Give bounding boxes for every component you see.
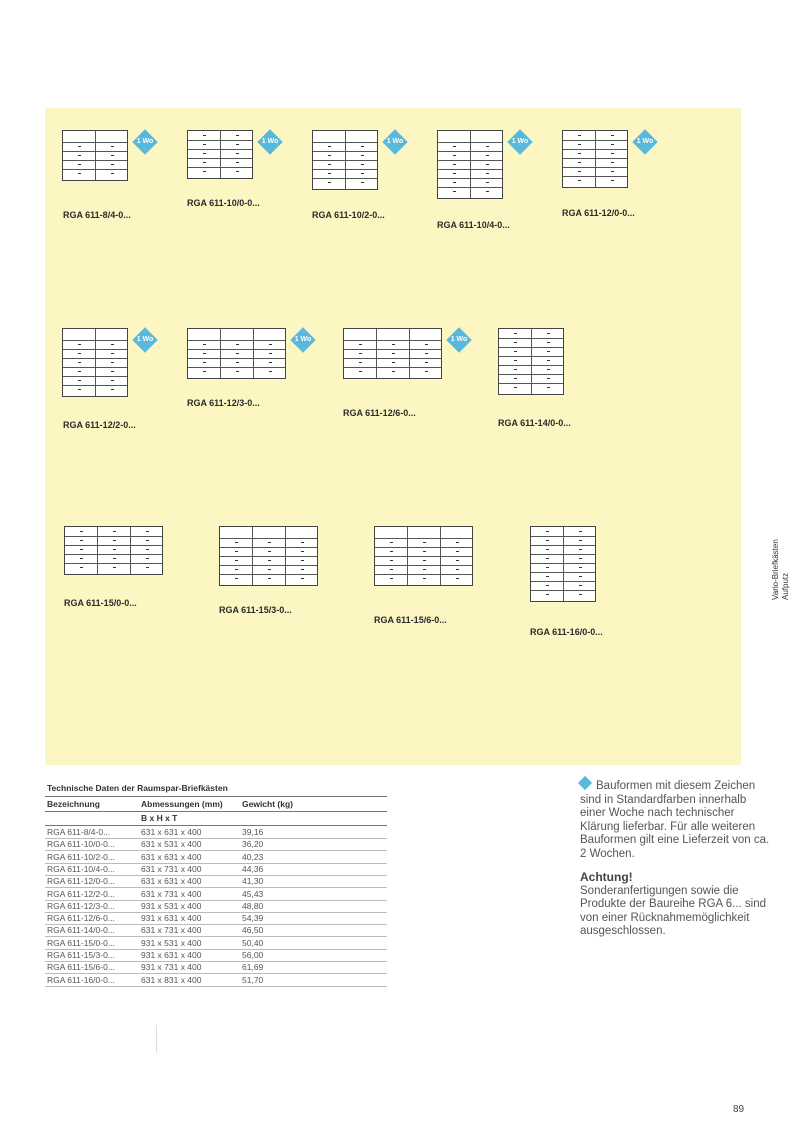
table-cell-weight: 39,16 (242, 827, 264, 837)
mailbox-drawing (64, 526, 163, 575)
delivery-badge-text: 1 Wo (450, 336, 468, 343)
product-label: RGA 611-15/3-0... (219, 605, 292, 615)
table-cell-name: RGA 611-10/2-0... (47, 851, 115, 862)
table-cell-name: RGA 611-15/0-0... (47, 937, 115, 948)
table-cell-name: RGA 611-15/3-0... (47, 950, 115, 960)
product-label: RGA 611-12/0-0... (562, 208, 635, 218)
notes (580, 778, 770, 949)
delivery-badge-text: 1 Wo (136, 138, 154, 145)
product-label: RGA 611-12/2-0... (63, 420, 136, 430)
table-cell-weight: 48,80 (242, 900, 264, 911)
table-header-name: Bezeichnung (47, 799, 100, 809)
table-cell-name: RGA 611-15/6-0... (47, 962, 115, 973)
table-cell-dimensions: 631 x 531 x 400 (141, 839, 202, 850)
table-cell-weight: 61,69 (242, 962, 264, 973)
divider (156, 1025, 157, 1053)
table-cell-weight: 51,70 (242, 974, 264, 985)
product-label: RGA 611-10/0-0... (187, 198, 260, 208)
table-subheader: B x H x T (141, 813, 178, 823)
product-label: RGA 611-15/6-0... (374, 615, 447, 625)
table-cell-name: RGA 611-16/0-0... (47, 974, 115, 985)
product-label: RGA 611-16/0-0... (530, 627, 603, 637)
table-cell-name: RGA 611-12/3-0... (47, 900, 115, 911)
product-label: RGA 611-8/4-0... (63, 210, 131, 220)
table-cell-weight: 56,00 (242, 950, 264, 960)
product-label: RGA 611-12/6-0... (343, 408, 416, 418)
product-panel (45, 108, 741, 765)
table-cell-name: RGA 611-14/0-0... (47, 925, 115, 936)
delivery-badge-text: 1 Wo (636, 138, 654, 145)
table-cell-dimensions: 631 x 631 x 400 (141, 827, 202, 837)
side-label-line1: Vario-Briefkästen (771, 539, 780, 600)
table-cell-weight: 44,36 (242, 863, 264, 874)
notes-heading: Achtung! (580, 870, 633, 884)
table-cell-name: RGA 611-8/4-0... (47, 827, 111, 837)
product-label: RGA 611-12/3-0... (187, 398, 260, 408)
delivery-badge-text: 1 Wo (294, 336, 312, 343)
mailbox-drawing (562, 130, 628, 188)
table-cell-weight: 36,20 (242, 839, 264, 850)
mailbox-drawing (62, 328, 128, 397)
mailbox-drawing (498, 328, 564, 395)
mailbox-drawing (187, 328, 286, 379)
mailbox-drawing (374, 526, 473, 586)
delivery-badge-text: 1 Wo (261, 138, 279, 145)
table-header-dimensions: Abmessungen (mm) (141, 799, 223, 809)
notes-paragraph-2: Sonderanfertigungen sowie die Produkte der Baureihe RGA 6... sind von einer Rücknahmemöglichkeit ausgeschlossen. (580, 884, 767, 937)
mailbox-drawing (219, 526, 318, 586)
table-cell-name: RGA 611-12/6-0... (47, 913, 115, 924)
table-cell-dimensions: 631 x 731 x 400 (141, 888, 202, 899)
notes-paragraph-1: Bauformen mit diesem Zeichen sind in Standardfarben innerhalb einer Woche nach technischer Klärung lieferbar. Für alle weiteren Bauformen gilt eine Lieferzeit von ca. 2 Wochen. (580, 778, 770, 861)
table-cell-dimensions: 931 x 631 x 400 (141, 913, 202, 924)
table-header-weight: Gewicht (kg) (242, 799, 294, 809)
page-number: 89 (733, 1104, 745, 1115)
table-cell-dimensions: 931 x 531 x 400 (141, 900, 202, 911)
table-cell-weight: 46,50 (242, 925, 264, 936)
table-cell-dimensions: 931 x 731 x 400 (141, 962, 202, 973)
delivery-badge-text: 1 Wo (511, 138, 529, 145)
mailbox-drawing (187, 130, 253, 179)
mailbox-drawing (62, 130, 128, 181)
delivery-badge-text: 1 Wo (386, 138, 404, 145)
mailbox-drawing (312, 130, 378, 190)
table-cell-name: RGA 611-12/0-0... (47, 876, 115, 887)
table-title: Technische Daten der Raumspar-Briefkästen (47, 783, 228, 793)
side-label (771, 539, 791, 600)
product-label: RGA 611-10/2-0... (312, 210, 385, 220)
delivery-badge-icon (578, 776, 592, 790)
table-cell-dimensions: 631 x 731 x 400 (141, 925, 202, 936)
product-label: RGA 611-10/4-0... (437, 220, 510, 230)
delivery-badge-text: 1 Wo (136, 336, 154, 343)
product-label: RGA 611-15/0-0... (64, 598, 137, 608)
mailbox-drawing (530, 526, 596, 602)
product-label: RGA 611-14/0-0... (498, 418, 571, 428)
table-cell-weight: 50,40 (242, 937, 264, 948)
table-cell-name: RGA 611-10/0-0... (47, 839, 115, 850)
side-label-line2: Aufputz (781, 572, 790, 600)
table-cell-name: RGA 611-12/2-0... (47, 888, 115, 899)
mailbox-drawing (437, 130, 503, 199)
table-cell-dimensions: 631 x 831 x 400 (141, 974, 202, 985)
table-cell-dimensions: 931 x 531 x 400 (141, 937, 202, 948)
table-cell-weight: 45,43 (242, 888, 264, 899)
table-cell-dimensions: 931 x 631 x 400 (141, 950, 202, 960)
table-cell-weight: 41,30 (242, 876, 264, 887)
table-cell-dimensions: 631 x 731 x 400 (141, 863, 202, 874)
table-cell-weight: 54,39 (242, 913, 264, 924)
mailbox-drawing (343, 328, 442, 379)
table-cell-dimensions: 631 x 631 x 400 (141, 851, 202, 862)
table-cell-name: RGA 611-10/4-0... (47, 863, 115, 874)
table-cell-dimensions: 631 x 631 x 400 (141, 876, 202, 887)
table-cell-weight: 40,23 (242, 851, 264, 862)
